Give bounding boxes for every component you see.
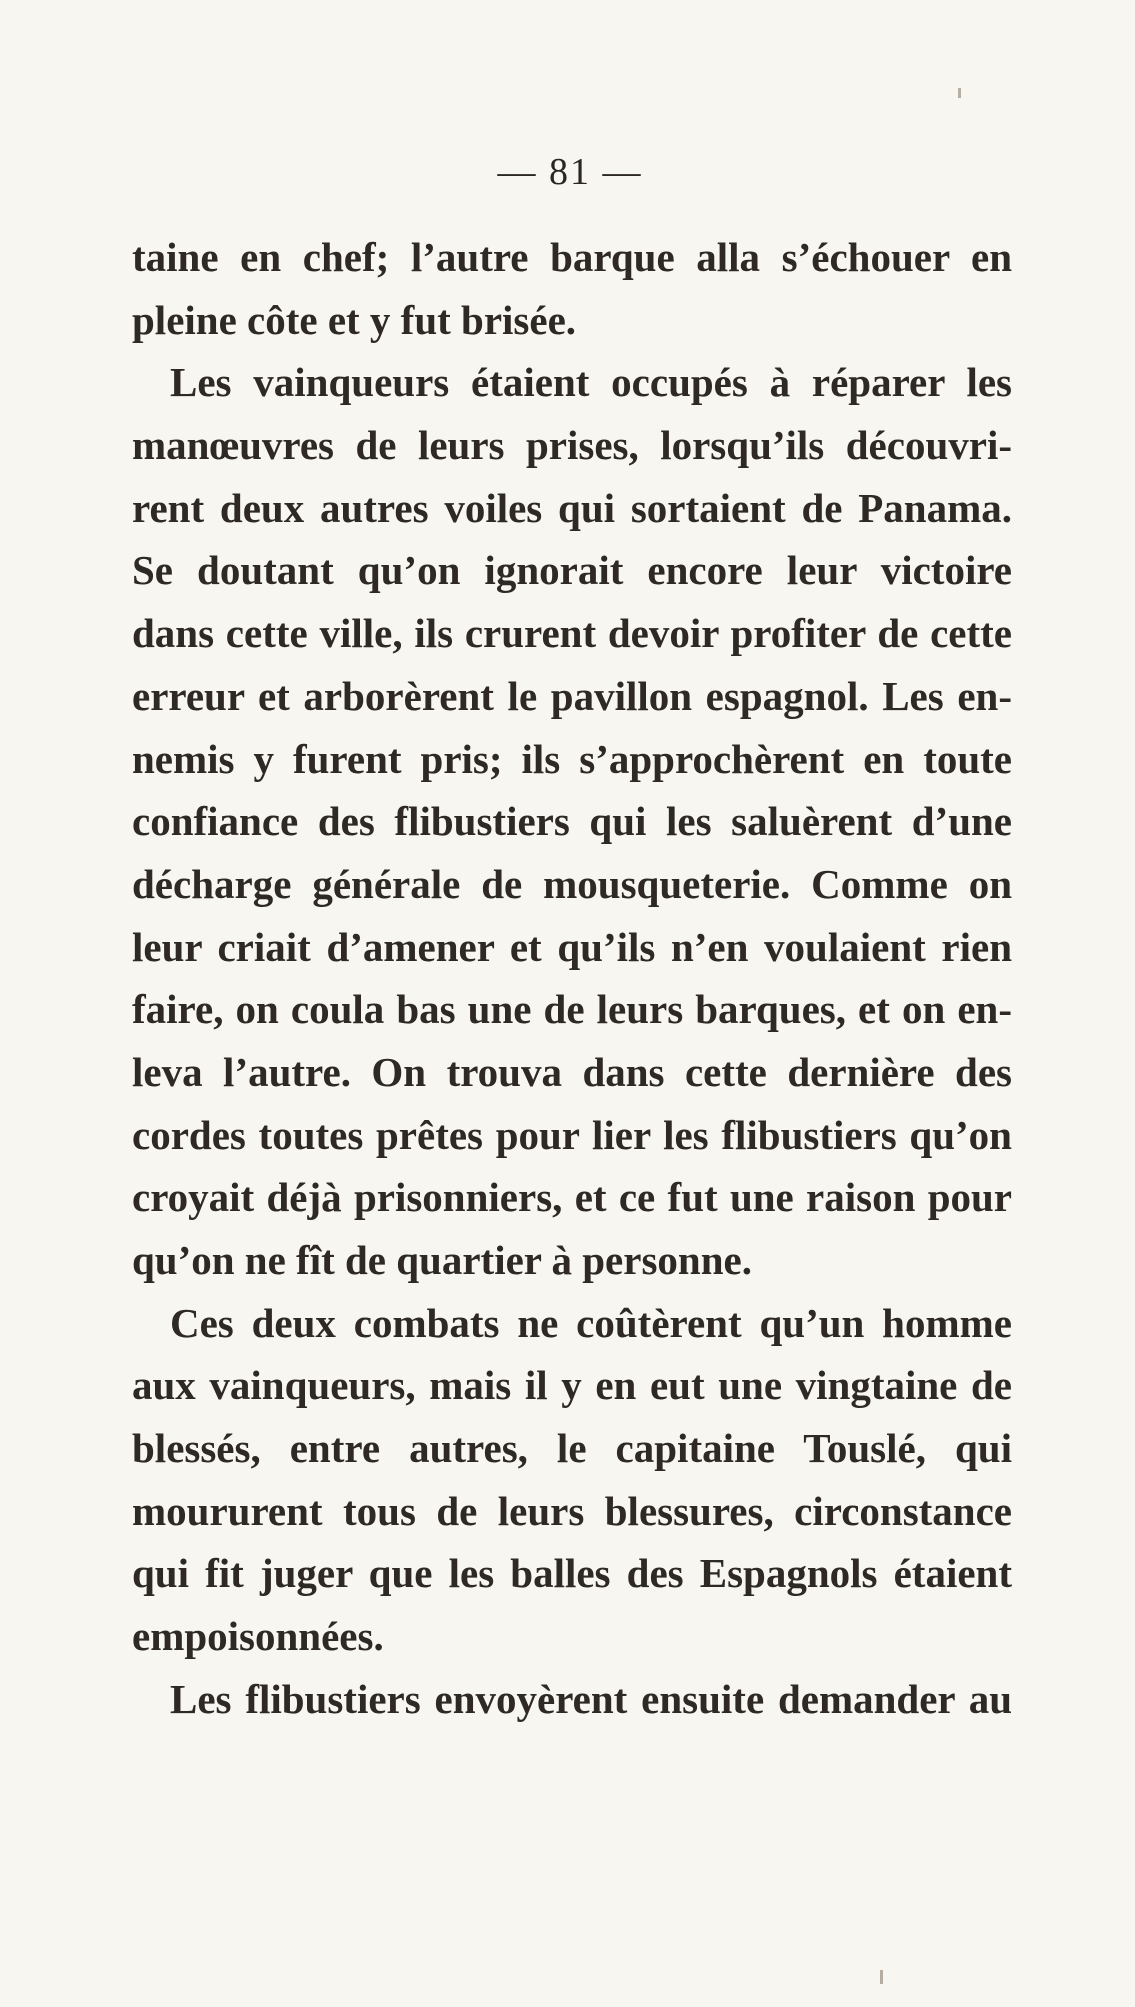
page-body-text <box>132 226 1012 1731</box>
text-line: faire, on coula bas une de leurs barques, et on en- <box>132 986 1012 1033</box>
text-line: manœuvres de leurs prises, lorsqu’ils découvri- <box>132 422 1012 469</box>
text-line: leur criait d’amener et qu’ils n’en voulaient rien <box>132 923 1012 970</box>
text-line: moururent tous de leurs blessures, circonstance <box>132 1487 1012 1534</box>
text-line: pleine côte et y fut brisée. <box>132 296 577 343</box>
text-line: erreur et arborèrent le pavillon espagnol. Les en- <box>132 672 1012 719</box>
text-line: rent deux autres voiles qui sortaient de Panama. <box>132 484 1012 531</box>
paper-speck <box>958 88 961 98</box>
text-line: confiance des flibustiers qui les saluèrent d’une <box>132 798 1012 845</box>
text-line: cordes toutes prêtes pour lier les flibustiers qu’on <box>132 1111 1012 1158</box>
text-line: empoisonnées. <box>132 1613 384 1660</box>
text-line: nemis y furent pris; ils s’approchèrent en toute <box>132 735 1012 782</box>
text-line: Ces deux combats ne coûtèrent qu’un homme <box>170 1299 1012 1346</box>
text-line: dans cette ville, ils crurent devoir profiter de cette <box>132 610 1012 657</box>
text-line: blessés, entre autres, le capitaine Touslé, qui <box>132 1425 1012 1472</box>
text-line: croyait déjà prisonniers, et ce fut une raison pour <box>132 1174 1012 1221</box>
text-line: qu’on ne fît de quartier à personne. <box>132 1237 752 1283</box>
page-number: — 81 — <box>497 151 643 193</box>
text-line: aux vainqueurs, mais il y en eut une vingtaine de <box>132 1362 1012 1409</box>
text-line: taine en chef; l’autre barque alla s’échouer en <box>132 234 1012 280</box>
text-line: décharge générale de mousqueterie. Comme on <box>132 860 1012 907</box>
text-line: leva l’autre. On trouva dans cette dernière des <box>132 1048 1012 1095</box>
text-line: qui fit juger que les balles des Espagnols étaient <box>132 1550 1012 1597</box>
text-line: Se doutant qu’on ignorait encore leur victoire <box>132 547 1012 594</box>
text-line: Les vainqueurs étaient occupés à réparer les <box>170 359 1012 406</box>
paper-speck <box>880 1970 883 1984</box>
text-line: Les flibustiers envoyèrent ensuite demander au <box>170 1675 1012 1722</box>
